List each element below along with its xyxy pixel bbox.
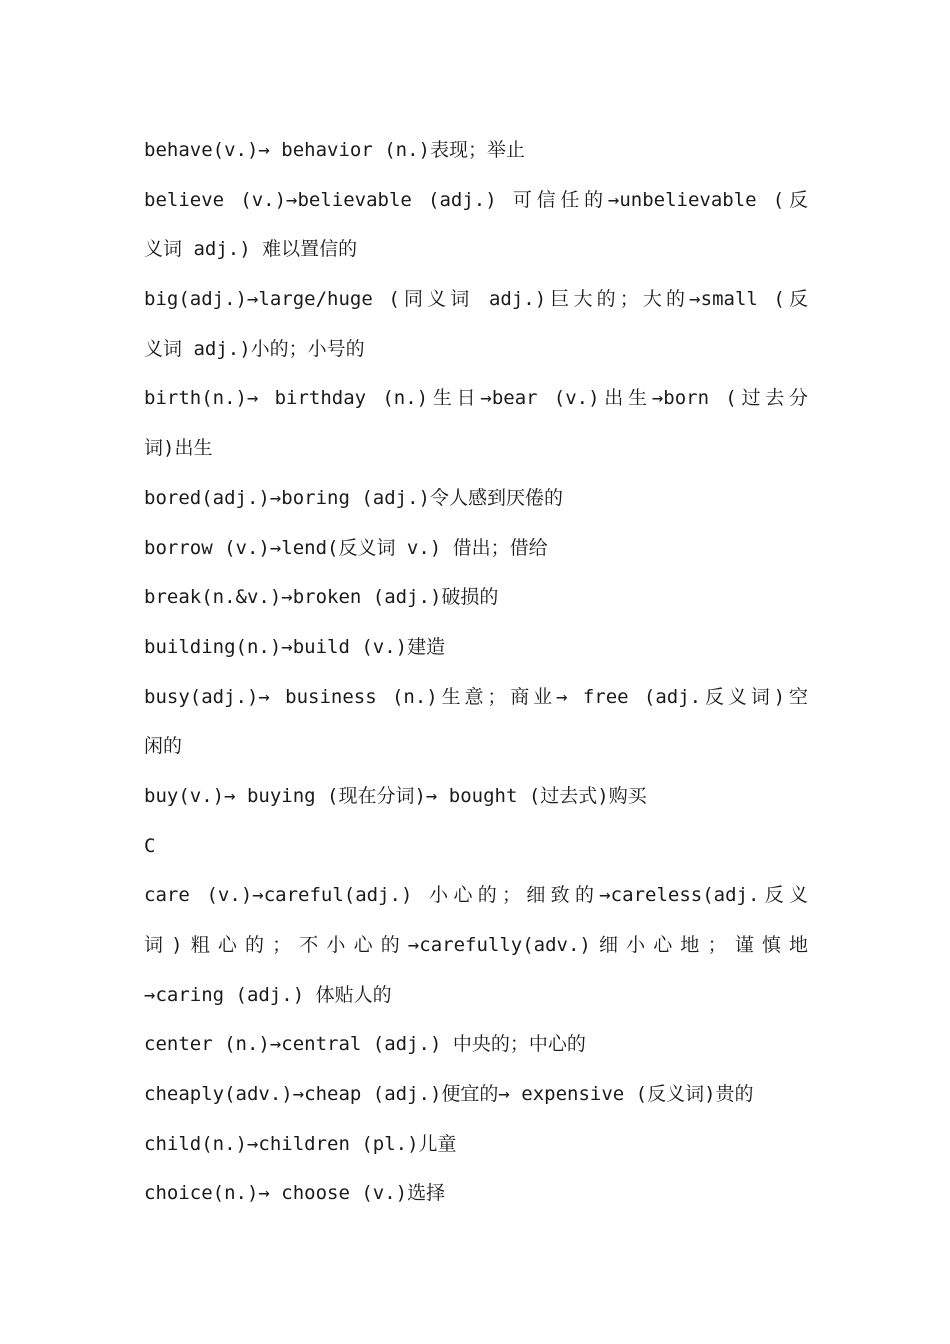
entry-care-continued: 词)粗心的；不小心的→carefully(adv.)细小心地；谨慎地: [144, 934, 808, 956]
entry-believe: believe (v.)→believable (adj.) 可信任的→unbelievable (反: [144, 188, 808, 211]
entry-birth: birth(n.)→ birthday (n.)生日→bear (v.)出生→born (过去分: [144, 387, 808, 410]
entry-busy: busy(adj.)→ business (n.)生意；商业→ free (adj.反义词)空: [144, 685, 808, 708]
entry-center: center (n.)→central (adj.) 中央的；中心的: [144, 1033, 586, 1056]
entry-behave: behave(v.)→ behavior (n.)表现；举止: [144, 139, 525, 161]
entry-choice: choice(n.)→ choose (v.)选择: [144, 1182, 446, 1205]
entry-borrow: borrow (v.)→lend(反义词 v.) 借出；借给: [144, 536, 548, 559]
entry-bored: bored(adj.)→boring (adj.)令人感到厌倦的: [144, 486, 563, 509]
entry-cheaply: cheaply(adv.)→cheap (adj.)便宜的→ expensive (反义词)贵的: [144, 1083, 754, 1106]
entry-care-continued-2: →caring (adj.) 体贴人的: [144, 983, 392, 1006]
entry-birth-continued: 词)出生: [144, 437, 213, 460]
entry-believe-continued: 义词 adj.) 难以置信的: [144, 238, 358, 261]
entry-busy-continued: 闲的: [144, 735, 183, 758]
entry-big: big(adj.)→large/huge (同义词 adj.)巨大的；大的→small (反: [144, 288, 808, 311]
section-letter-c: C: [144, 834, 156, 857]
entry-building: building(n.)→build (v.)建造: [144, 635, 446, 658]
entry-buy: buy(v.)→ buying (现在分词)→ bought (过去式)购买: [144, 784, 647, 807]
entry-care: care (v.)→careful(adj.) 小心的；细致的→careless(adj.反义: [144, 884, 808, 907]
vocabulary-list: [144, 126, 808, 1219]
entry-break: break(n.&v.)→broken (adj.)破损的: [144, 586, 499, 609]
entry-child: child(n.)→children (pl.)儿童: [144, 1132, 457, 1155]
entry-big-continued: 义词 adj.)小的；小号的: [144, 337, 365, 360]
